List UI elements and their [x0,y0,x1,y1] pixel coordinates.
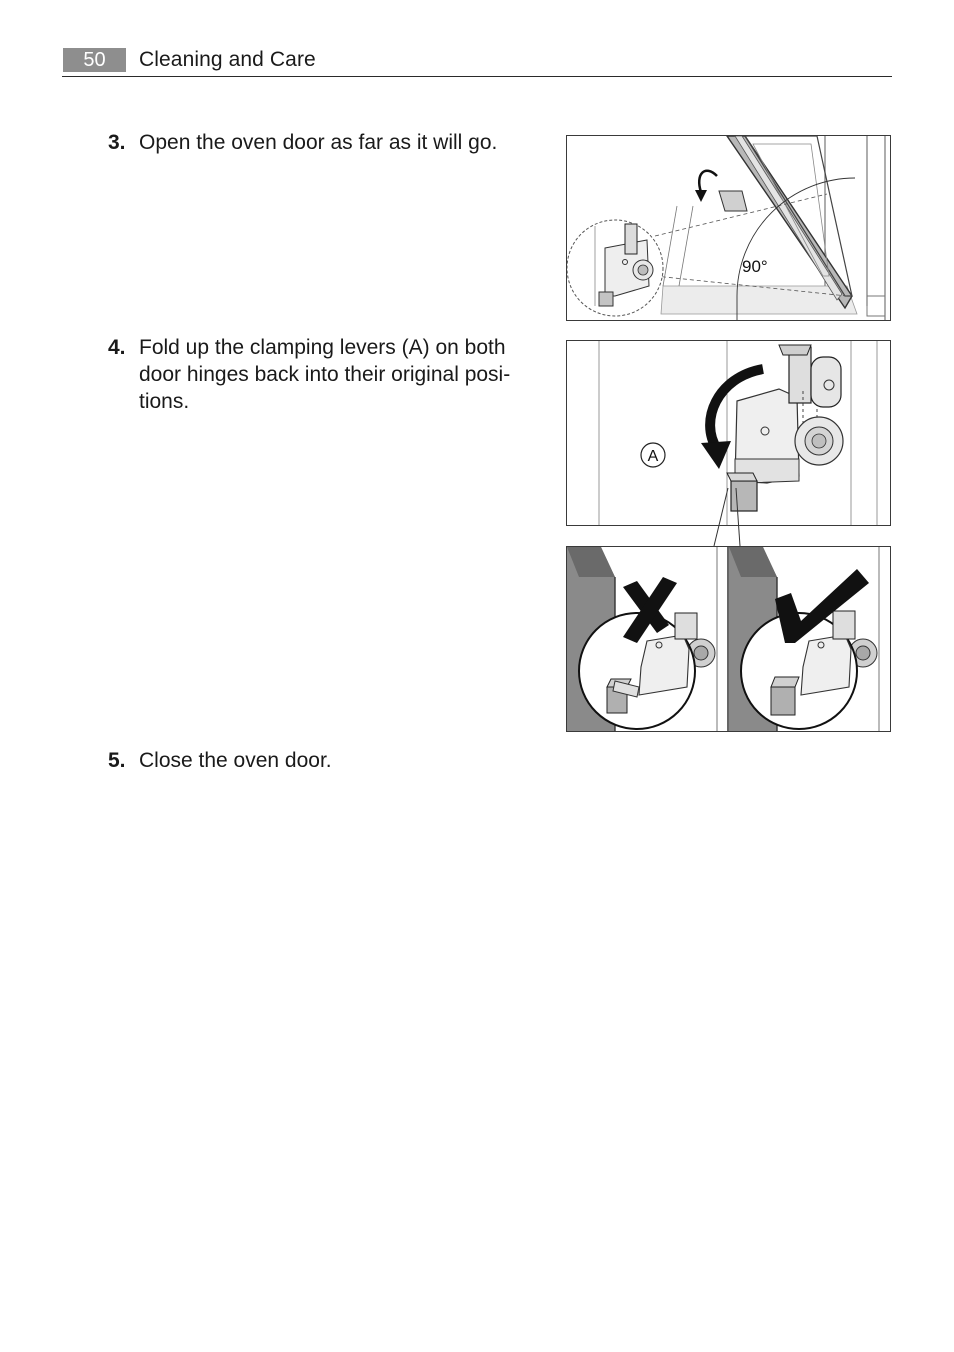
angle-label: 90° [742,257,768,276]
page-header [62,46,892,77]
wrong-panel [567,547,717,731]
step-number: 5. [108,749,126,772]
right-panel [729,547,879,731]
step-text: Close the oven door. [139,749,332,772]
callout-label-a: A [647,448,659,465]
step-text: Fold up the clamping levers (A) on both door hinges back into their original posi- tions. [139,336,511,413]
section-title: Cleaning and Care [139,48,316,71]
figure-door-open [566,135,891,321]
step-number: 3. [108,131,126,154]
step-text: Open the oven door as far as it will go. [139,131,498,154]
page-number: 50 [63,48,126,72]
step-number: 4. [108,336,126,359]
figure-comparison [566,546,891,732]
connector-lines [700,488,760,548]
